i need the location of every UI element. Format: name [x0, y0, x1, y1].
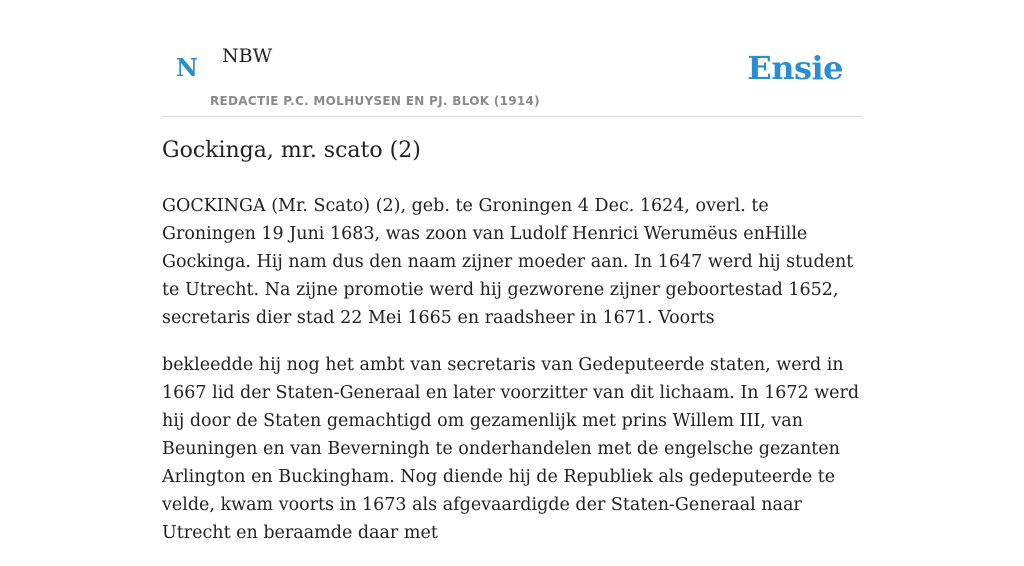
source-logo[interactable]: N: [176, 53, 198, 82]
source-name: NBW: [222, 45, 273, 67]
header: [162, 0, 862, 117]
source-editors: REDACTIE P.C. MOLHUYSEN EN PJ. BLOK (1914): [210, 94, 540, 108]
article-paragraph: bekleedde hij nog het ambt van secretaris van Gedeputeerde staten, werd in 1667 lid der Staten-Generaal en later voorzitter van dit lichaam. In 1672 werd hij door de Staten gemachtigd om gezamenlijk met prins Willem III, van Beuningen en van Beverningh te onderhandelen met de engelsche gezanten Arlington en Buckingham. Nog diende hij de Republiek als gedeputeerde te velde, kwam voorts in 1673 als afgevaardigde der Staten-Generaal naar Utrecht en beraamde daar met: [162, 355, 860, 543]
article-body: [162, 192, 862, 566]
brand-logo[interactable]: Ensie: [747, 49, 843, 87]
article-title: Gockinga, mr. scato (2): [162, 138, 421, 163]
article-paragraph: GOCKINGA (Mr. Scato) (2), geb. te Groningen 4 Dec. 1624, overl. te Groningen 19 Juni 1683, was zoon van Ludolf Henrici Werumëus enHille Gockinga. Hij nam dus den naam zijner moeder aan. In 1647 werd hij student te Utrecht. Na zijne promotie werd hij gezworene zijner geboortestad 1652, secretaris dier stad 22 Mei 1665 en raadsheer in 1671. Voorts: [162, 196, 854, 328]
